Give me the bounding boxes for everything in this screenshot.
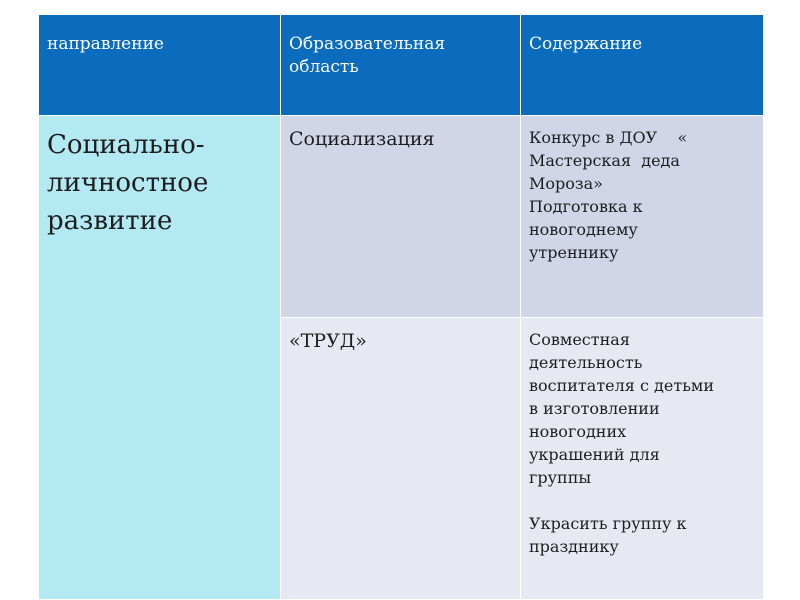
area-cell — [281, 116, 521, 318]
content-line: Подготовка к — [529, 197, 643, 216]
content-line: группы — [529, 468, 592, 487]
direction-line: Социально- — [47, 130, 205, 160]
content-line: Украсить группу к — [529, 514, 687, 533]
area-label: «ТРУД» — [289, 330, 367, 352]
content-line: Совместная — [529, 330, 630, 349]
area-label: Социализация — [289, 128, 435, 150]
content-line: воспитателя с детьми — [529, 376, 715, 395]
direction-line: личностное — [47, 168, 209, 198]
direction-line: развитие — [47, 206, 173, 236]
content-line: в изготовлении — [529, 399, 660, 418]
content-line: Мороза» — [529, 174, 603, 193]
header-direction-line: направление — [47, 34, 164, 54]
paragraph-gap — [529, 489, 755, 512]
content-cell — [521, 116, 764, 318]
content-line: утреннику — [529, 243, 619, 262]
content-line: деятельность — [529, 353, 643, 372]
area-cell — [281, 318, 521, 600]
content-line: празднику — [529, 537, 619, 556]
content-line: украшений для — [529, 445, 660, 464]
header-area-line: Образовательная — [289, 34, 446, 54]
program-table — [38, 14, 764, 600]
header-row — [39, 15, 764, 116]
header-area — [281, 15, 521, 116]
content-line: новогоднему — [529, 220, 638, 239]
content-line: Конкурс в ДОУ « — [529, 128, 688, 147]
direction-cell — [39, 116, 281, 600]
header-content-line: Содержание — [529, 34, 643, 54]
content-line: Мастерская деда — [529, 151, 680, 170]
table-row — [39, 116, 764, 318]
header-direction — [39, 15, 281, 116]
header-area-line: область — [289, 57, 359, 77]
content-line: новогодних — [529, 422, 627, 441]
content-cell — [521, 318, 764, 600]
header-content — [521, 15, 764, 116]
